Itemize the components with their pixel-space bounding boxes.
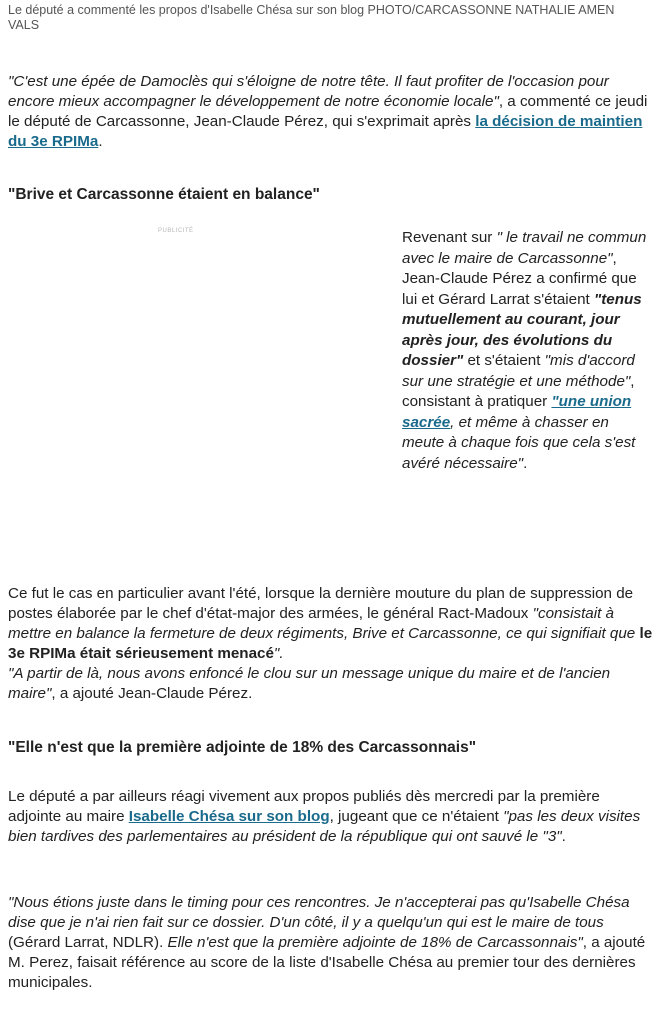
subheading-brive-carcassonne: "Brive et Carcassonne étaient en balance" (8, 186, 320, 203)
paragraph-reaction: Le député a par ailleurs réagi vivement aux propos publiés dès mercredi par la première adjointe au maire Isabelle Chésa sur son blog, jugeant que ce n'étaient "pas les deux visites bien tardives des parlementaires au président de la république qui ont sauvé le "3". (8, 788, 641, 845)
ad-label: PUBLICITÉ (158, 228, 194, 234)
union-sacree-link[interactable]: "une union sacrée (402, 393, 632, 431)
photo-caption: Le député a commenté les propos d'Isabelle Chésa sur son blog PHOTO/CARCASSONNE NATHALIE AMEN VALS (8, 3, 615, 32)
advertisement-slot (0, 228, 388, 568)
intro-text: , a commenté ce jeudi le député de Carcassonne, Jean-Claude Pérez, qui s'exprimait après (8, 93, 648, 130)
sidebar-paragraph: Revenant sur " le travail ne commun avec le maire de Carcassonne", Jean-Claude Pérez a confirmé que lui et Gérard Larrat s'étaient "tenus mutuellement au courant, jour après jour, des évolutions du dossier" et s'étaient "mis d'accord sur une stratégie et une méthode", consistant à pratiquer "une union sacrée, et même à chasser en meute à chaque fois que cela s'est avéré nécessaire". (402, 229, 647, 472)
paragraph-intro: "C'est une épée de Damoclès qui s'éloigne de notre tête. Il faut profiter de l'occasion pour encore mieux accompagner le développement de notre économie locale", a commenté ce jeudi le député de Carcassonne, Jean-Claude Pérez, qui s'exprimait après la décision de maintien du 3e RPIMa. (8, 73, 648, 150)
paragraph-ract-madoux: Ce fut le cas en particulier avant l'été, lorsque la dernière mouture du plan de suppression de postes élaborée par le chef d'état-major des armées, le général Ract-Madoux "consistait à mettre en balance la fermeture de deux régiments, Brive et Carcassonne, ce qui signifiait que le 3e RPIMa était sérieusement menacé". "A partir de là, nous avons enfoncé le clou sur un message unique du maire et de l'ancien maire", a ajouté Jean-Claude Pérez. (8, 585, 653, 702)
subheading-premiere-adjointe: "Elle n'est que la première adjointe de 18% des Carcassonnais" (8, 739, 477, 756)
rpima-decision-link[interactable]: la décision de maintien du 3e RPIMa (8, 113, 643, 150)
paragraph-timing: "Nous étions juste dans le timing pour ces rencontres. Je n'accepterai pas qu'Isabelle Chésa dise que je n'ai rien fait sur ce dossier. D'un côté, il y a quelqu'un qui est le maire de tous (Gérard Larrat, NDLR). Elle n'est que la première adjointe de 18% de Carcassonnais", a ajouté M. Perez, faisait référence au score de la liste d'Isabelle Chésa au premier tour des dernières municipales. (8, 894, 646, 991)
chesa-blog-link[interactable]: Isabelle Chésa sur son blog (128, 808, 330, 825)
intro-quote: "C'est une épée de Damoclès qui s'éloigne de notre tête. Il faut profiter de l'occasion pour encore mieux accompagner le développement de notre économie locale" (8, 73, 609, 110)
